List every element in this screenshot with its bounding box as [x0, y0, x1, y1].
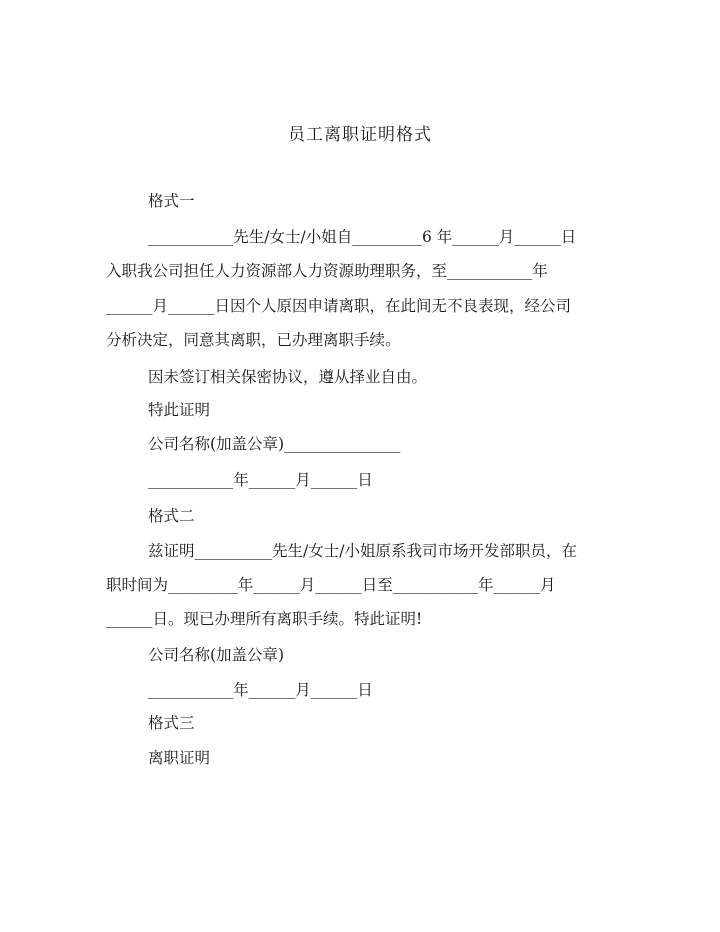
format1-line-2: 入职我公司担任人力资源部人力资源助理职务，至___________年: [106, 262, 548, 280]
format3-heading: 格式三: [148, 714, 195, 732]
format2-line-3: ______日。现已办理所有离职手续。特此证明!: [106, 610, 423, 628]
format3-subheading: 离职证明: [148, 749, 211, 767]
format2-line-1: 兹证明__________先生/女士/小姐原系我司市场开发部职员，在: [148, 542, 577, 560]
format1-date: ___________年______月______日: [148, 471, 373, 489]
format1-certify: 特此证明: [148, 401, 211, 419]
format2-company: 公司名称(加盖公章): [148, 646, 285, 664]
format2-line-2: 职时间为_________年______月______日至___________年______月: [106, 576, 556, 594]
format1-line-3: ______月______日因个人原因申请离职，在此间无不良表现，经公司: [106, 297, 572, 315]
format1-confidentiality: 因未签订相关保密协议，遵从择业自由。: [148, 368, 428, 386]
format1-line-4: 分析决定，同意其离职，已办理离职手续。: [106, 331, 401, 349]
format1-heading: 格式一: [148, 192, 195, 210]
format2-heading: 格式二: [148, 507, 195, 525]
format1-line-1: ___________先生/女士/小姐自_________6 年______月______日: [148, 228, 577, 246]
document-title: 员工离职证明格式: [288, 125, 432, 145]
format2-date: ___________年______月______日: [148, 681, 373, 699]
format1-company: 公司名称(加盖公章)_______________: [148, 435, 401, 453]
